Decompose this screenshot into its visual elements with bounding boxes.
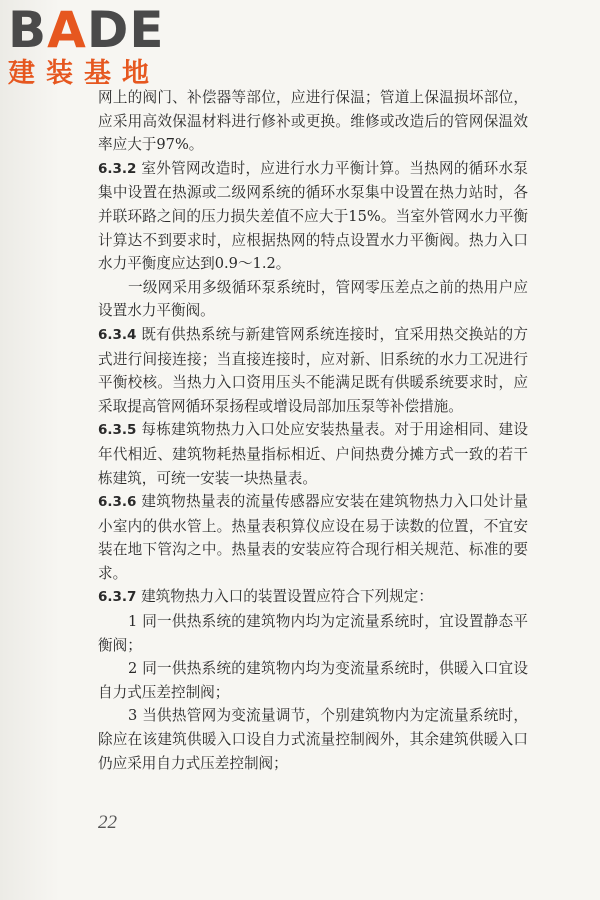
list-item: 2 同一供热系统的建筑物内均为变流量系统时，供暖入口宜设自力式压差控制阀； bbox=[98, 660, 528, 701]
logo-wordmark: BADE bbox=[8, 1, 165, 59]
clause-6-3-7: 6.3.7 建筑物热力入口的装置设置应符合下列规定： bbox=[98, 588, 433, 606]
clause-6-3-4: 6.3.4 既有供热系统与新建管网系统连接时，宜采用热交换站的方式进行间接连接；当直接连接时，应对新、旧系统的水力工况进行平衡校核。当热力入口资用压头不能满足既有供暖系统要求时，应采取提高管网循环泵扬程或增设局部加压泵等补偿措施。 bbox=[98, 325, 528, 415]
page-edge-shadow bbox=[0, 0, 60, 900]
clause-number: 6.3.5 bbox=[98, 422, 137, 439]
clause-number: 6.3.6 bbox=[98, 494, 137, 511]
list-item: 1 同一供热系统的建筑物内均为定流量系统时，宜设置静态平衡阀； bbox=[98, 613, 528, 654]
paragraph-continuation: 网上的阀门、补偿器等部位，应进行保温；管道上保温损坏部位，应采用高效保温材料进行修补或更换。维修或改造后的管网保温效率应大于97%。 bbox=[98, 89, 528, 154]
bade-logo bbox=[8, 1, 178, 96]
clause-6-3-2: 6.3.2 室外管网改造时，应进行水力平衡计算。当热网的循环水泵集中设置在热源或二级网系统的循环水泵集中设置在热力站时，各并联环路之间的压力损失差值不应大于15%。当室外管网水力平衡计算达不到要求时，应根据热网的特点设置水力平衡阀。热力入口水力平衡度应达到0.9～1.2。 bbox=[98, 159, 528, 273]
document-body bbox=[98, 86, 528, 775]
paragraph-pump-note: 一级网采用多级循环泵系统时，管网零压差点之前的热用户应设置水力平衡阀。 bbox=[98, 278, 528, 320]
clause-number: 6.3.4 bbox=[98, 326, 137, 343]
clause-number: 6.3.2 bbox=[98, 160, 137, 177]
list-item: 3 当供热管网为变流量调节，个别建筑物内为定流量系统时，除应在该建筑供暖入口设自力式流量控制阀外，其余建筑供暖入口仍应采用自力式压差控制阀； bbox=[98, 707, 528, 772]
logo-subtitle: 建装基地 bbox=[8, 58, 160, 89]
clause-number: 6.3.7 bbox=[98, 589, 137, 606]
clause-6-3-6: 6.3.6 建筑物热量表的流量传感器应安装在建筑物热力入口处计量小室内的供水管上。热量表积算仪应设在易于读数的位置，不宜安装在地下管沟之中。热量表的安装应符合现行相关规范、标准的要求。 bbox=[98, 493, 528, 582]
page-number: 22 bbox=[98, 812, 117, 833]
clause-6-3-5: 6.3.5 每栋建筑物热力入口处应安装热量表。对于用途相同、建设年代相近、建筑物耗热量指标相近、户间热费分摊方式一致的若干栋建筑，可统一安装一块热量表。 bbox=[98, 421, 528, 487]
